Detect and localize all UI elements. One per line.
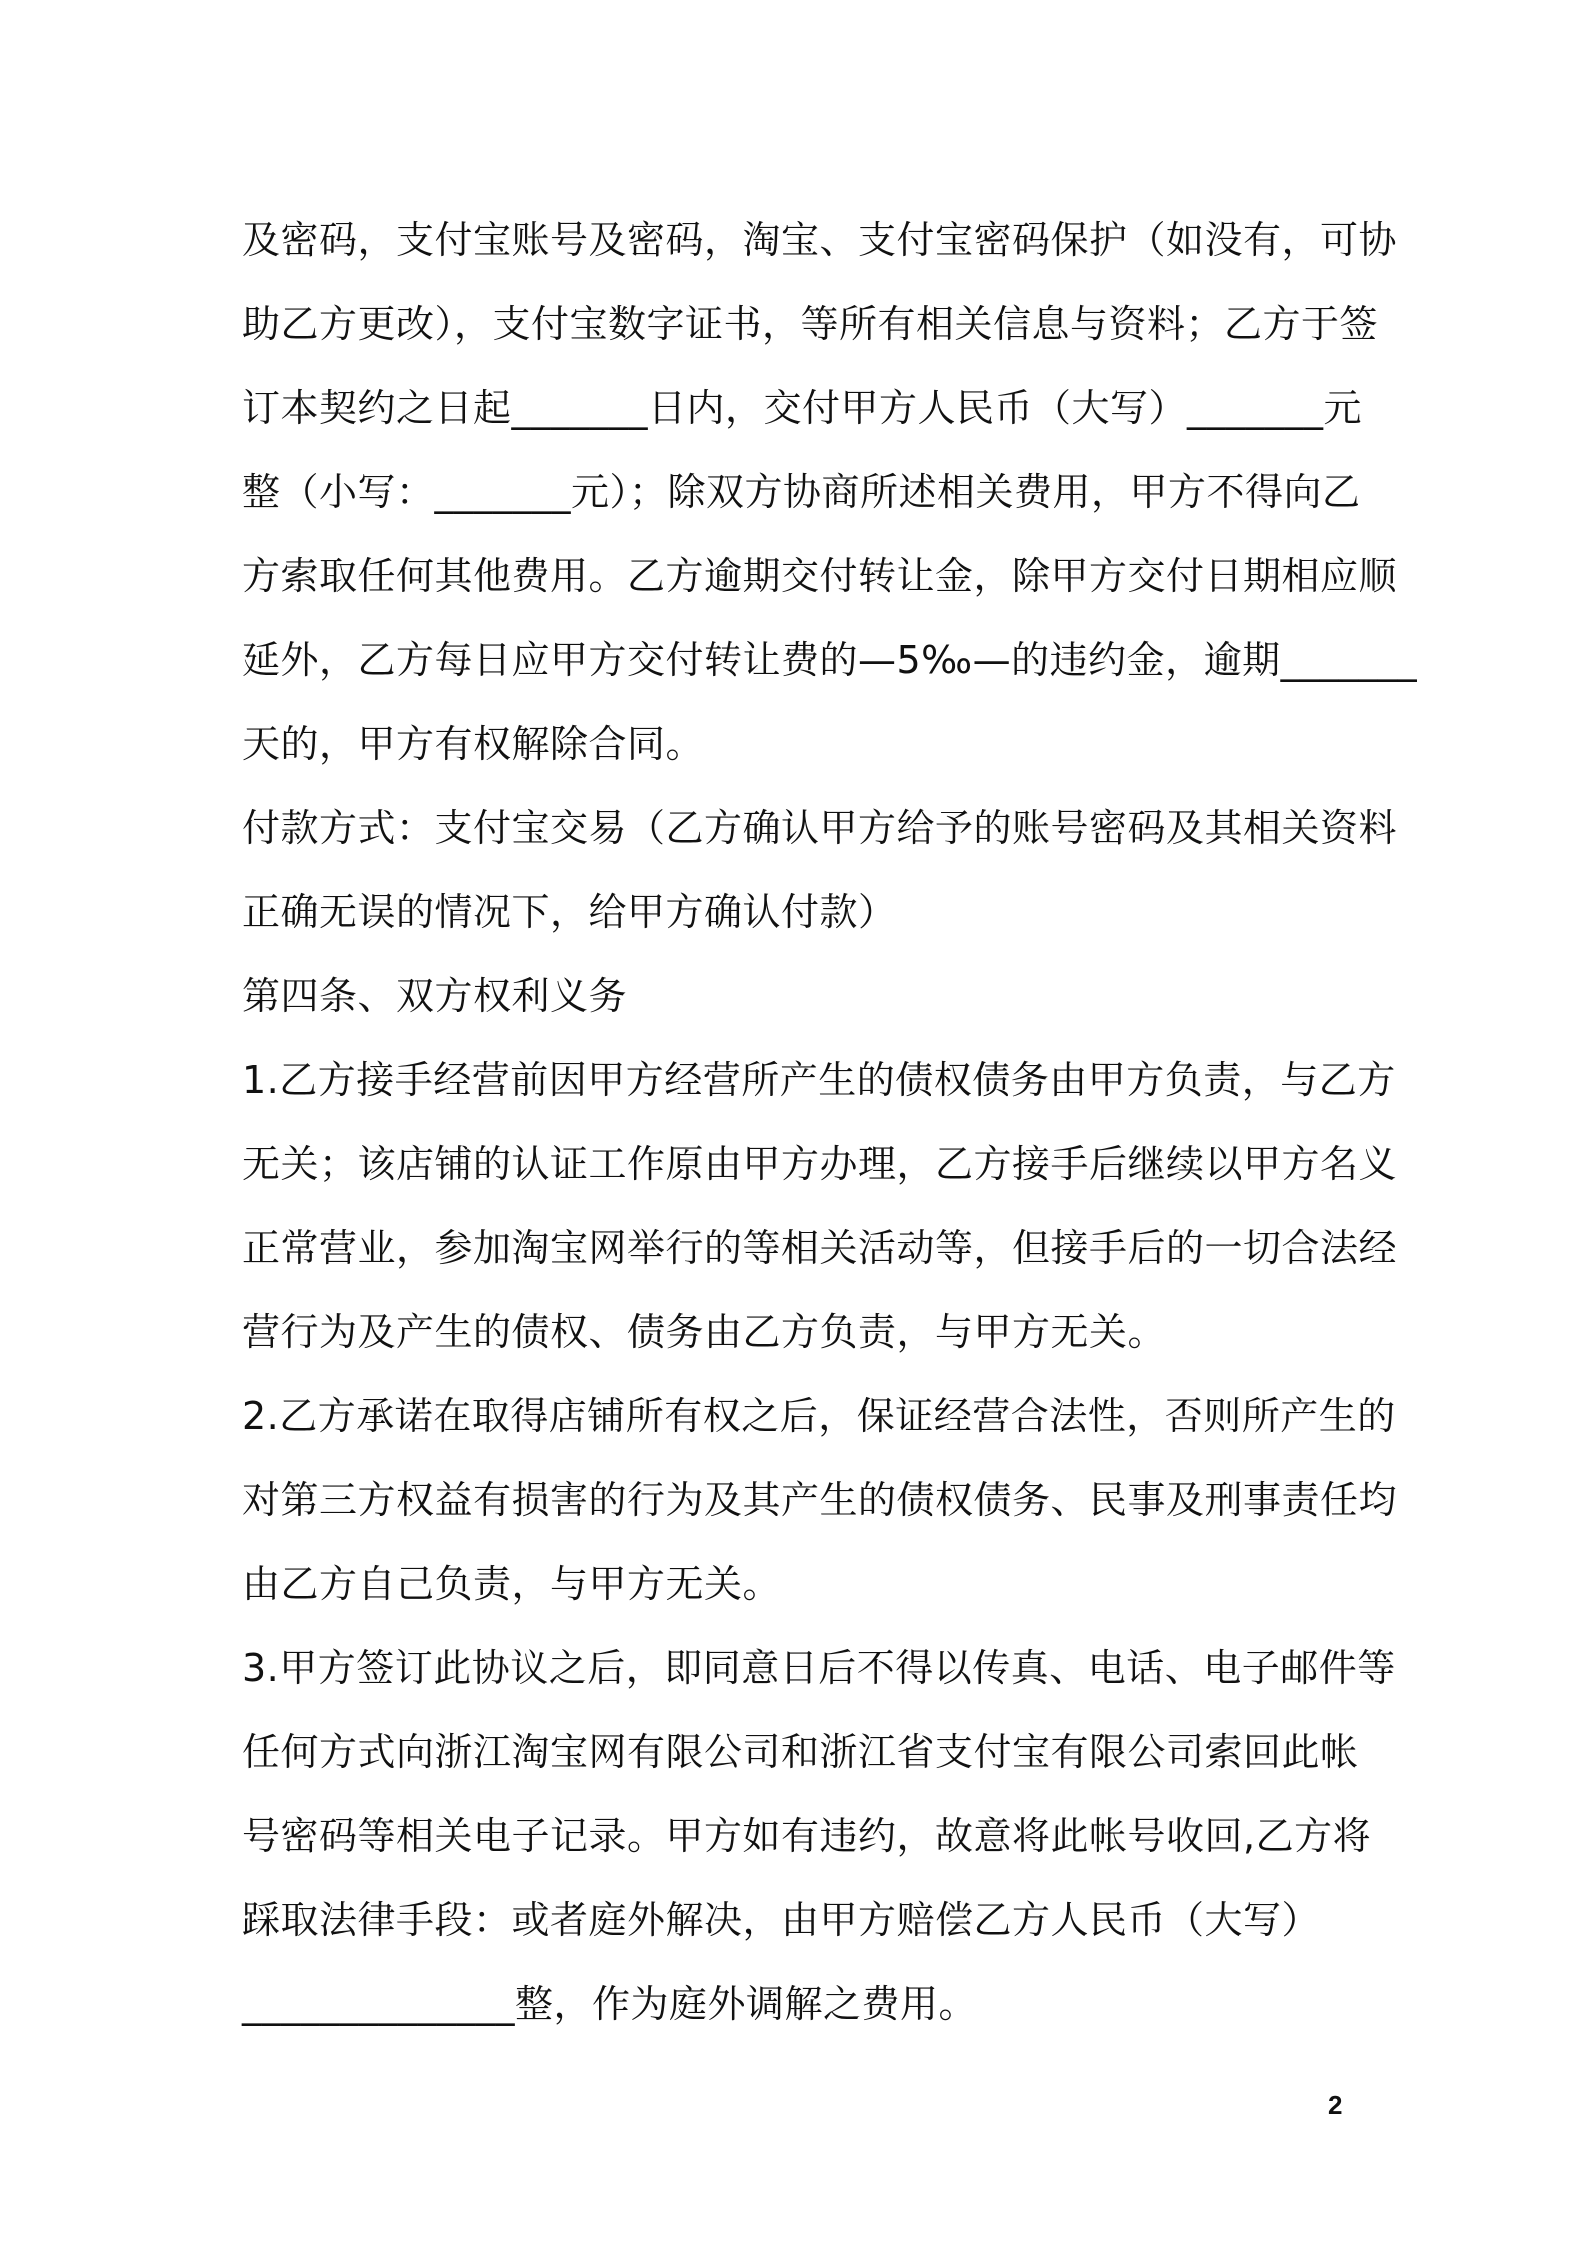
text-line: 无关；该店铺的认证工作原由甲方办理，乙方接手后继续以甲方名义 xyxy=(242,1142,1398,1186)
text-line: 正常营业，参加淘宝网举行的等相关活动等，但接手后的一切合法经 xyxy=(242,1226,1398,1270)
document-body xyxy=(242,198,1418,2046)
text-line: 营行为及产生的债权、债务由乙方负责，与甲方无关。 xyxy=(242,1310,1167,1354)
payment-method-line: 付款方式：支付宝交易（乙方确认甲方给予的账号密码及其相关资料 xyxy=(242,806,1398,850)
text-line: 踩取法律手段：或者庭外解决，由甲方赔偿乙方人民币（大写） xyxy=(242,1898,1321,1942)
text-line: 正确无误的情况下，给甲方确认付款） xyxy=(242,890,897,934)
text-line: 订本契约之日起_______日内，交付甲方人民币（大写）_______元 xyxy=(242,386,1363,430)
text-line: 任何方式向浙江淘宝网有限公司和浙江省支付宝有限公司索回此帐 xyxy=(242,1730,1359,1774)
text-line: 天的，甲方有权解除合同。 xyxy=(242,722,705,766)
text-line: 延外，乙方每日应甲方交付转让费的—5‰—的违约金，逾期_______ xyxy=(242,638,1418,682)
text-line: 助乙方更改），支付宝数字证书，等所有相关信息与资料；乙方于签 xyxy=(242,302,1379,346)
clause-3-line: 3.甲方签订此协议之后，即同意日后不得以传真、电话、电子邮件等 xyxy=(242,1646,1396,1690)
text-line: 由乙方自己负责，与甲方无关。 xyxy=(242,1562,782,1606)
text-line: ______________整，作为庭外调解之费用。 xyxy=(242,1982,978,2026)
text-line: 整（小写：_______元）；除双方协商所述相关费用，甲方不得向乙 xyxy=(242,470,1361,514)
page-number: 2 xyxy=(1328,2090,1343,2120)
text-line: 及密码，支付宝账号及密码，淘宝、支付宝密码保护（如没有，可协 xyxy=(242,218,1398,262)
section-heading: 第四条、双方权利义务 xyxy=(242,974,628,1018)
text-line: 对第三方权益有损害的行为及其产生的债权债务、民事及刑事责任均 xyxy=(242,1478,1398,1522)
text-line: 号密码等相关电子记录。甲方如有违约，故意将此帐号收回,乙方将 xyxy=(242,1814,1372,1858)
clause-1-line: 1.乙方接手经营前因甲方经营所产生的债权债务由甲方负责，与乙方 xyxy=(242,1058,1396,1102)
clause-2-line: 2.乙方承诺在取得店铺所有权之后，保证经营合法性，否则所产生的 xyxy=(242,1394,1396,1438)
text-line: 方索取任何其他费用。乙方逾期交付转让金，除甲方交付日期相应顺 xyxy=(242,554,1398,598)
